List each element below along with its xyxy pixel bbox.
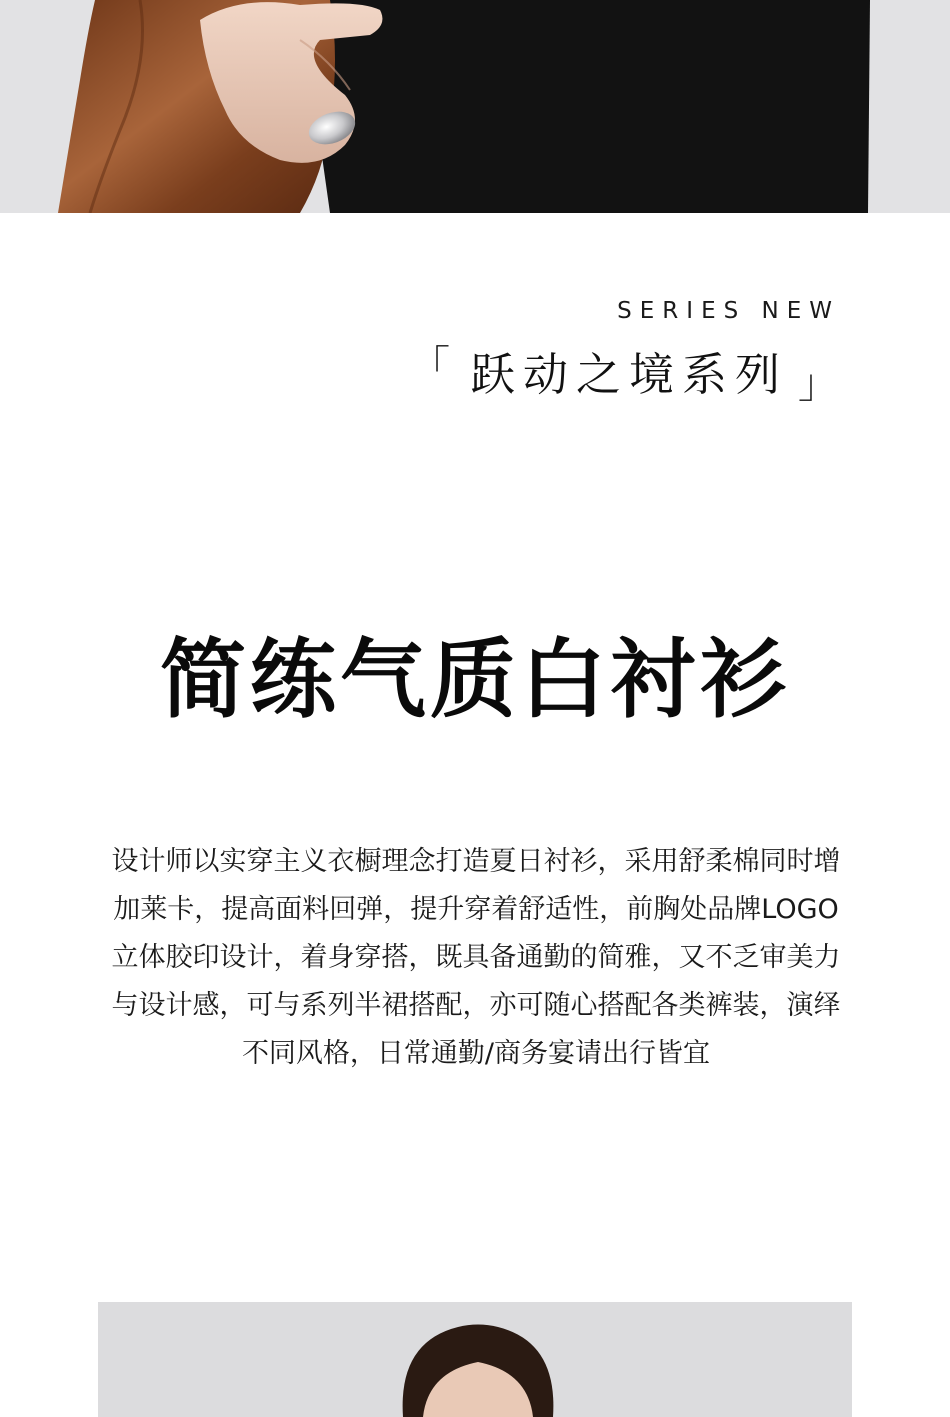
model-illustration	[98, 1302, 852, 1417]
hero-illustration	[0, 0, 950, 213]
collection-title	[409, 338, 846, 407]
collection-name: 跃动之境系列	[469, 348, 788, 401]
product-title: 简练气质白衬衫	[160, 630, 790, 730]
open-bracket: 「	[409, 343, 458, 389]
skirt-shape	[300, 0, 870, 213]
product-description: 设计师以实穿主义衣橱理念打造夏日衬衫，采用舒柔棉同时增加莱卡，提高面料回弹，提升穿着舒适性，前胸处品牌LOGO立体胶印设计，着身穿搭，既具备通勤的简雅，又不乏审美力与设计感，可与系列半裙搭配，亦可随心搭配各类裤装，演绎不同风格，日常通勤/商务宴请出行皆宜	[111, 846, 841, 1069]
model-photo	[98, 1302, 852, 1417]
close-bracket: 」	[798, 361, 846, 407]
hero-photo	[0, 0, 950, 213]
series-label: SERIES NEW	[617, 298, 840, 324]
